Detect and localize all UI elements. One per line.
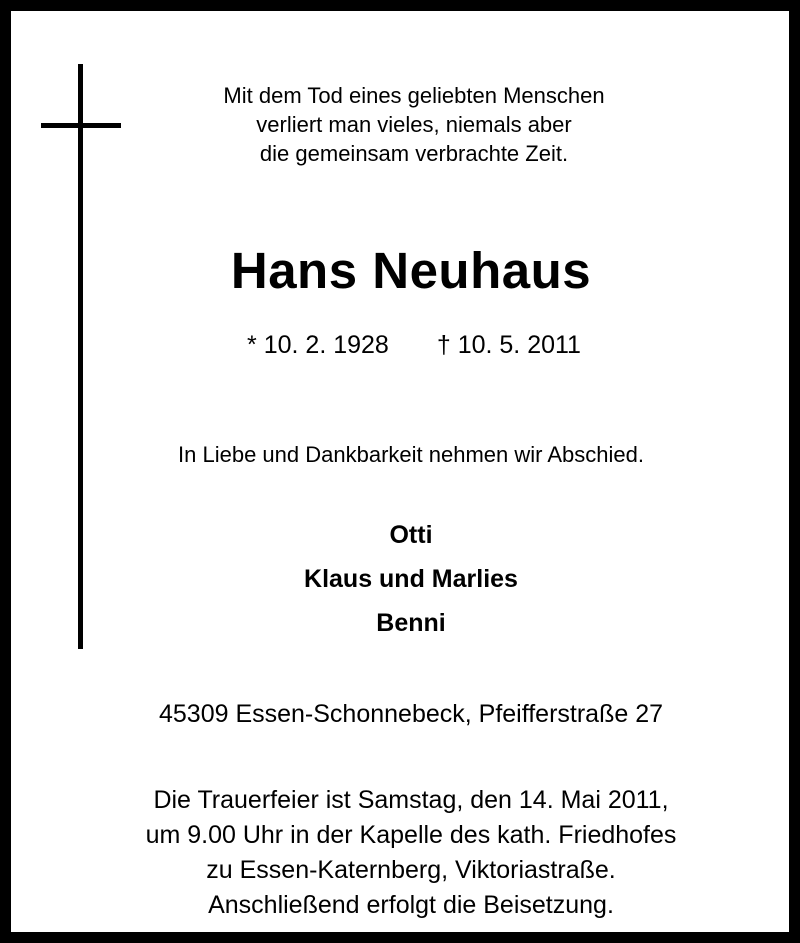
death-date: † 10. 5. 2011 bbox=[436, 331, 581, 359]
farewell-line: In Liebe und Dankbarkeit nehmen wir Abschied. bbox=[178, 442, 644, 467]
quote-line: verliert man vieles, niemals aber bbox=[256, 112, 572, 137]
ceremony-line: Die Trauerfeier ist Samstag, den 14. Mai 2011, bbox=[153, 786, 669, 814]
memorial-quote bbox=[11, 81, 800, 168]
family-address: 45309 Essen-Schonnebeck, Pfeifferstraße 27 bbox=[158, 700, 664, 728]
mourners-list bbox=[11, 513, 800, 645]
ceremony-details bbox=[11, 783, 800, 923]
birth-date: * 10. 2. 1928 bbox=[247, 331, 389, 359]
mourner-name: Benni bbox=[376, 609, 446, 637]
quote-line: Mit dem Tod eines geliebten Menschen bbox=[223, 83, 605, 108]
deceased-name: Hans Neuhaus bbox=[230, 242, 592, 299]
mourner-name: Klaus und Marlies bbox=[304, 565, 518, 593]
ceremony-line: Anschließend erfolgt die Beisetzung. bbox=[208, 891, 614, 919]
life-dates bbox=[11, 329, 800, 361]
ceremony-line: um 9.00 Uhr in der Kapelle des kath. Friedhofes bbox=[145, 821, 677, 849]
ceremony-line: zu Essen-Katernberg, Viktoriastraße. bbox=[206, 856, 616, 884]
mourner-name: Otti bbox=[389, 521, 433, 549]
quote-line: die gemeinsam verbrachte Zeit. bbox=[259, 141, 569, 166]
